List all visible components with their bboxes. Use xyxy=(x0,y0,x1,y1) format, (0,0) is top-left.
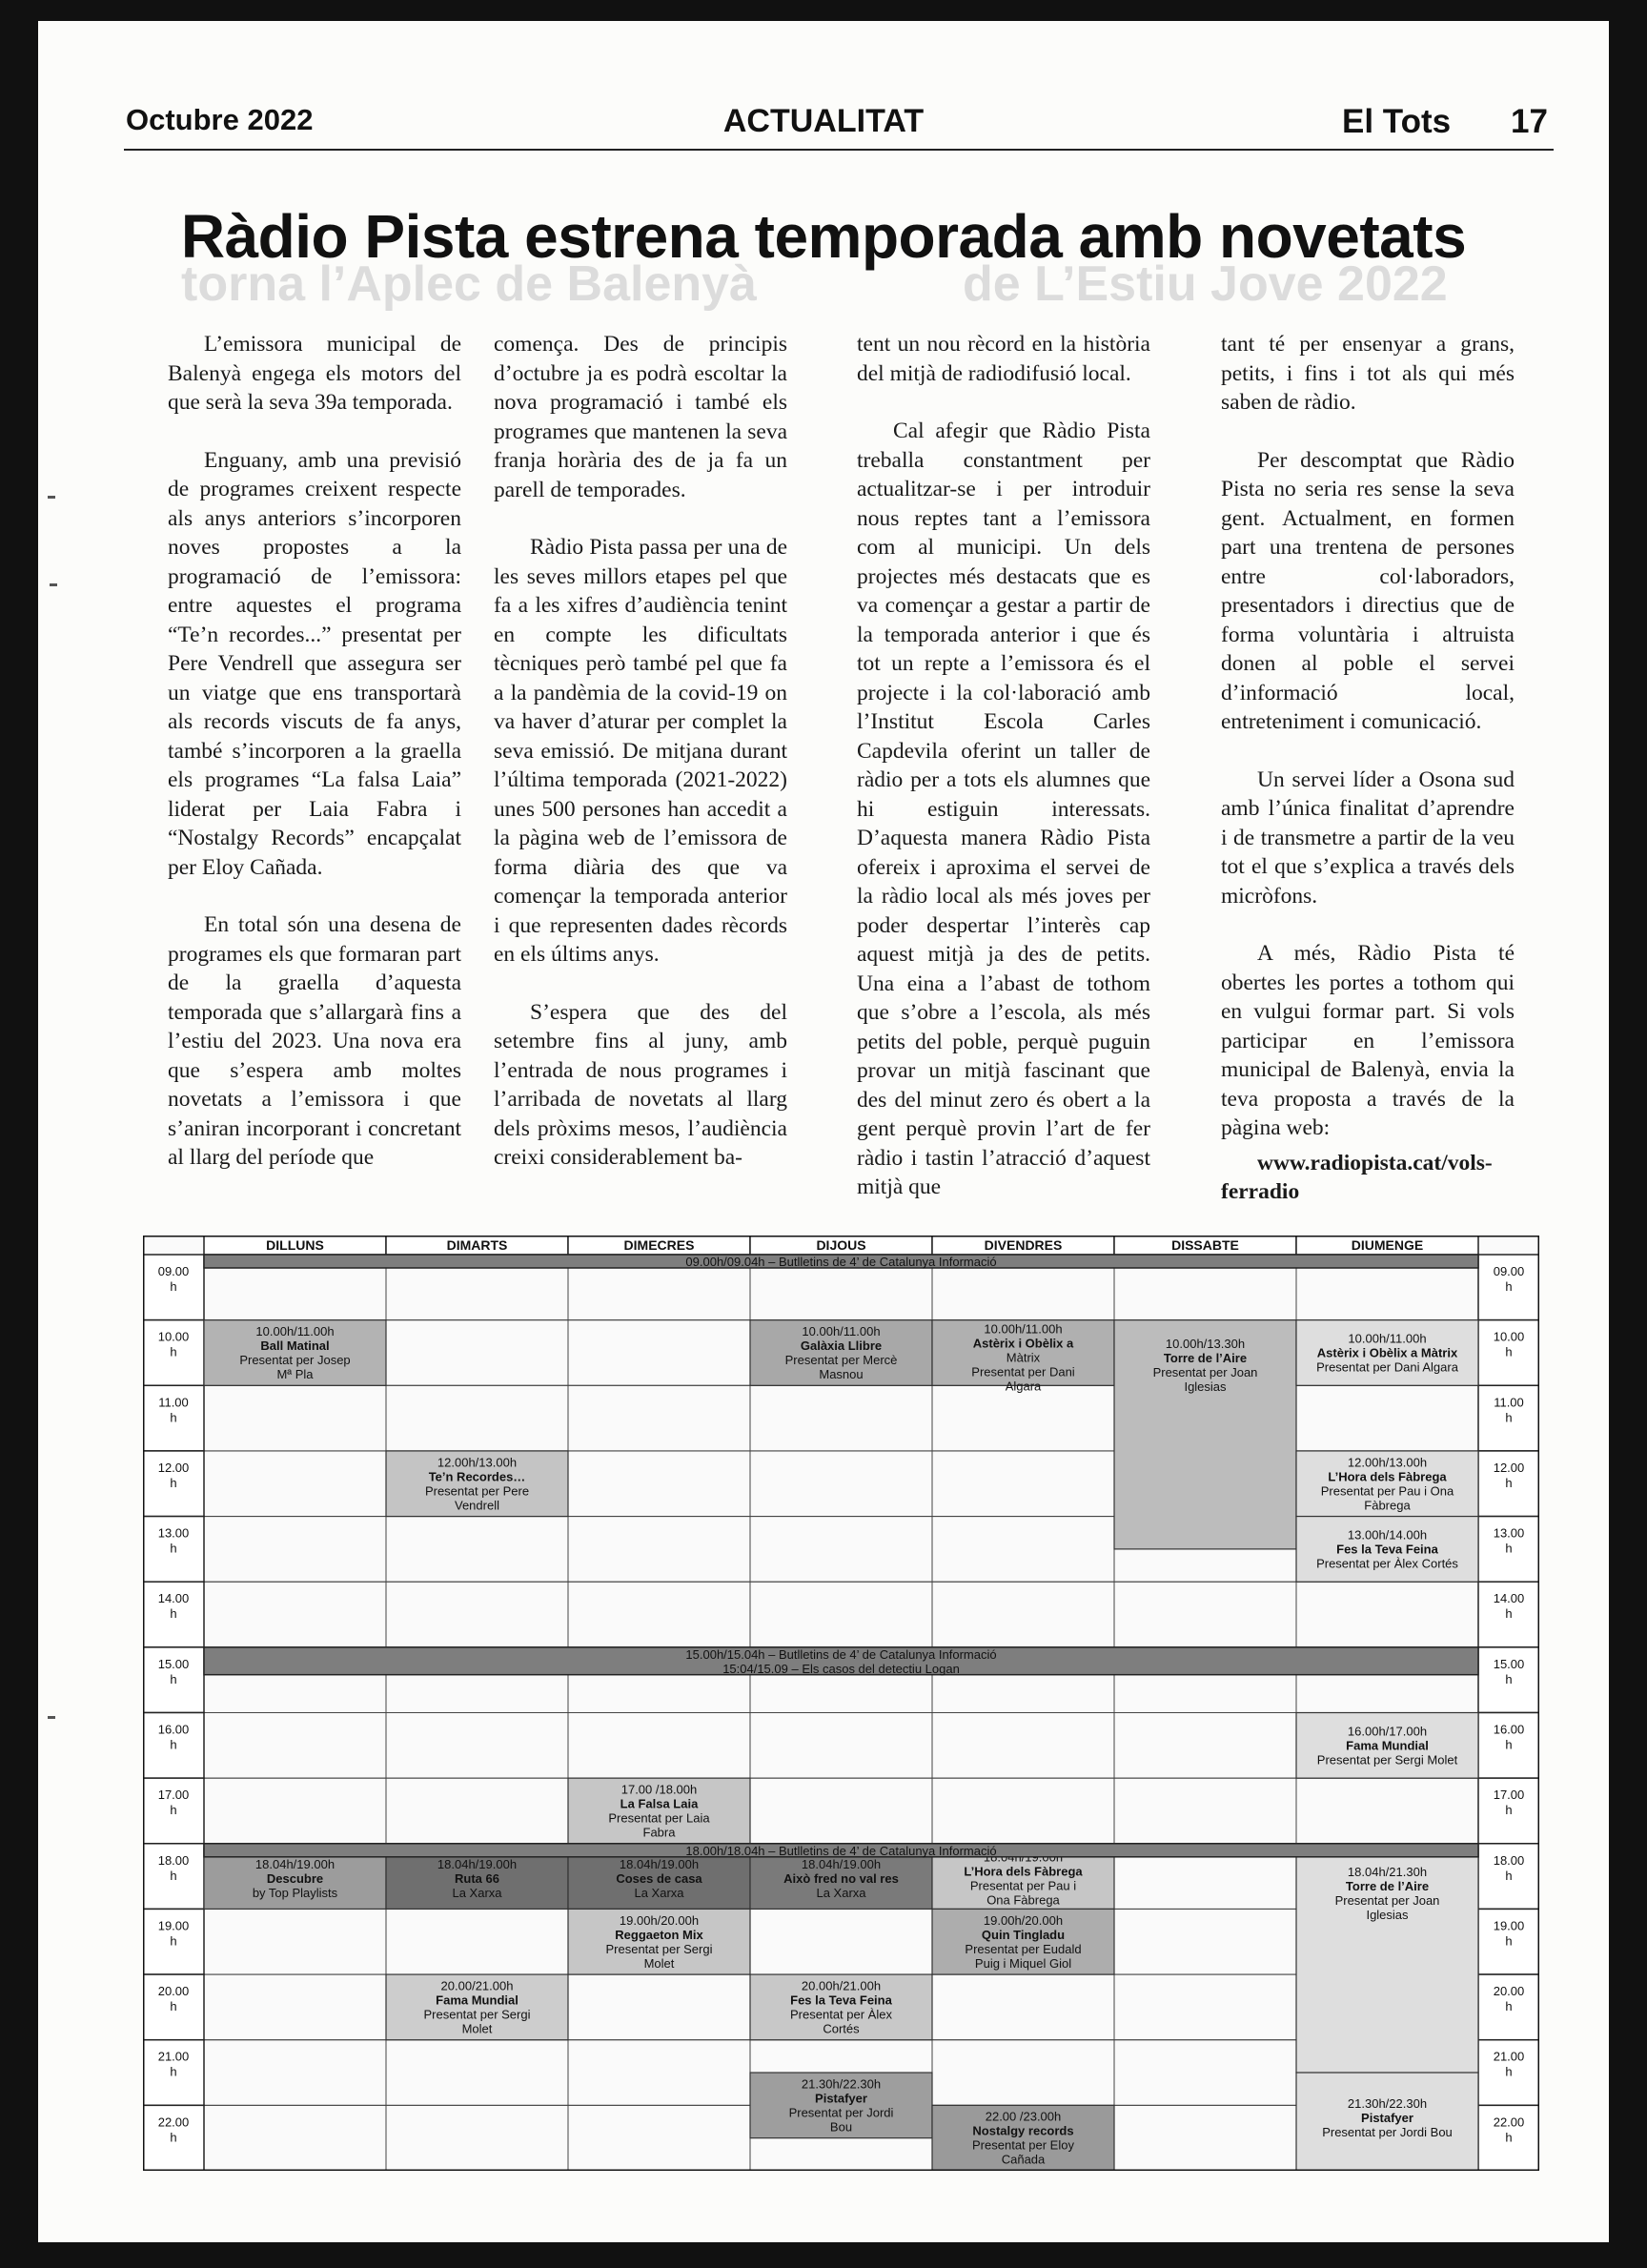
paragraph: Enguany, amb una previsió de programes creixent respecte als anys anteriors s’incorporen noves propostes a la programació de l’emissora: entre aquestes el programa “Te’n recordes...” presentat per Pere Vendrell que assegura ser un viatge que ens transportarà als records viscuts de fa anys, també s’incorporen a la graella els programes “La falsa Laia” liderat per Laia Fabra i “Nostalgy Records” encapçalat per Eloy Cañada. xyxy=(168,447,461,880)
article-column-2 xyxy=(494,330,787,1201)
slot-time: 12.00h/13.00h xyxy=(437,1455,518,1470)
slot-time: 17.00 /18.00h xyxy=(620,1782,698,1797)
hour-label-right: 11.00 xyxy=(1494,1395,1524,1410)
day-header-dissabte: DISSABTE xyxy=(1171,1237,1239,1253)
slot-title: Reggaeton Mix xyxy=(615,1927,703,1942)
slot-time: 10.00h/11.00h xyxy=(255,1323,335,1338)
slot-time: 10.00h/13.30h xyxy=(1165,1337,1246,1352)
article-column-3 xyxy=(857,330,1150,1231)
hour-unit: h xyxy=(170,1279,177,1294)
slot-title: Te’n Recordes… xyxy=(428,1469,526,1484)
slot-presenter: Presentat per Josep xyxy=(239,1352,351,1367)
slot-presenter: Presentat per Jordi Bou xyxy=(1322,2125,1453,2140)
slot-presenter: Presentat per Eudald xyxy=(965,1941,1082,1956)
article-headline: Ràdio Pista estrena temporada amb novetats xyxy=(180,202,1467,271)
paragraph: A més, Ràdio Pista té obertes les portes a tothom qui en vulgui formar part. Si vols participar en l’emissora municipal de Balenyà, envia la teva proposta a través de la pàgina web: xyxy=(1221,941,1515,1140)
hour-unit: h xyxy=(170,1737,177,1752)
hour-unit: h xyxy=(1505,1279,1513,1294)
slot-title: Coses de casa xyxy=(616,1871,702,1887)
paragraph: En total són una desena de programes els que formaran part de la graella d’aquesta temporada que s’allargarà fins a l’estiu del 2023. Una nova era que s’espera amb moltes novetats a l’emissora i que s’aniran incorporant i concretant al llarg del període que xyxy=(168,912,461,1170)
hour-label-right: 18.00 xyxy=(1493,1852,1525,1868)
scan-speck xyxy=(48,1716,55,1719)
hour-label-right: 13.00 xyxy=(1493,1525,1525,1541)
slot-time: 13.00h/14.00h xyxy=(1347,1527,1428,1543)
slot-title: L’Hora dels Fàbrega xyxy=(964,1864,1083,1879)
slot-time: 10.00h/11.00h xyxy=(984,1321,1063,1337)
hour-label-left: 09.00 xyxy=(157,1264,190,1278)
slot-title: Galàxia Llibre xyxy=(800,1338,883,1353)
hour-label-left: 18.00 xyxy=(157,1852,190,1868)
issue-date: Octubre 2022 xyxy=(126,103,314,136)
hour-unit: h xyxy=(1505,2064,1513,2079)
slot-time: 20.00/21.00h xyxy=(440,1978,514,1993)
hour-unit: h xyxy=(1505,1803,1513,1818)
hour-label-right: 15.00 xyxy=(1493,1656,1525,1671)
slot-presenter: Presentat per Dani xyxy=(971,1364,1075,1379)
day-header-diumenge: DIUMENGE xyxy=(1351,1237,1424,1253)
bulletin-text: 15:04/15.09 – Els casos del detectiu Logan xyxy=(722,1661,960,1676)
slot-title: Astèrix i Obèlix a xyxy=(972,1336,1074,1351)
article-column-1 xyxy=(168,330,461,1201)
hour-unit: h xyxy=(1505,1410,1513,1425)
hour-unit: h xyxy=(170,1410,177,1425)
hour-label-left: 11.00 xyxy=(158,1395,189,1410)
hour-label-left: 20.00 xyxy=(157,1984,190,1999)
slot-presenter: Molet xyxy=(643,1955,675,1971)
slot-time: 18.04h/19.00h xyxy=(437,1857,518,1872)
bulletin-text: 15.00h/15.04h – Butlletins de 4’ de Catalunya Informació xyxy=(685,1646,997,1662)
slot-title: Ruta 66 xyxy=(455,1871,499,1887)
hour-label-right: 14.00 xyxy=(1493,1591,1525,1606)
hour-label-left: 16.00 xyxy=(157,1722,190,1737)
slot-title: Fes la Teva Feina xyxy=(790,1992,892,2008)
hour-label-left: 10.00 xyxy=(157,1329,190,1344)
hour-label-left: 15.00 xyxy=(157,1656,190,1671)
slot-presenter: Mª Pla xyxy=(276,1366,314,1381)
article-column-4 xyxy=(1221,330,1515,1236)
hour-unit: h xyxy=(1505,1671,1513,1686)
slot-presenter: Presentat per Pere xyxy=(424,1483,530,1499)
hour-label-right: 19.00 xyxy=(1493,1918,1525,1933)
paragraph: S’espera que des del setembre fins al juny, amb l’entrada de nous programes i l’arribada de novetats al llarg dels pròxims mesos, l’audiència creixi considerablement ba- xyxy=(494,999,787,1170)
slot-time: 10.00h/11.00h xyxy=(1348,1331,1427,1346)
hour-unit: h xyxy=(170,1541,177,1556)
slot-time: 18.04h/21.30h xyxy=(1347,1865,1428,1880)
slot-presenter: Ona Fàbrega xyxy=(986,1892,1060,1908)
hour-unit: h xyxy=(170,1475,177,1490)
slot-presenter: Presentat per Pau i Ona xyxy=(1320,1483,1454,1499)
slot-presenter: Algara xyxy=(1005,1379,1042,1394)
hour-label-right: 17.00 xyxy=(1493,1788,1525,1803)
scan-speck xyxy=(50,583,57,586)
hour-label-right: 10.00 xyxy=(1493,1329,1525,1344)
day-header-dimecres: DIMECRES xyxy=(623,1237,695,1253)
slot-presenter: Puig i Miquel Giol xyxy=(974,1955,1072,1971)
slot-title: Fes la Teva Feina xyxy=(1336,1542,1438,1557)
slot-presenter: Presentat per Jordi xyxy=(788,2105,894,2120)
schedule-grid xyxy=(143,1236,1539,2171)
hour-unit: h xyxy=(1505,1541,1513,1556)
hour-label-left: 14.00 xyxy=(157,1591,190,1606)
slot-presenter: Presentat per Àlex Cortés xyxy=(1316,1556,1458,1571)
slot-presenter: Presentat per Àlex xyxy=(790,2007,892,2022)
hour-label-right: 20.00 xyxy=(1493,1984,1525,1999)
hour-label-right: 22.00 xyxy=(1493,2115,1525,2130)
slot-presenter: Presentat per Joan xyxy=(1152,1365,1258,1380)
slot-title: Torre de l’Aire xyxy=(1163,1351,1248,1366)
slot-title: Descubre xyxy=(266,1871,324,1887)
slot-title: L’Hora dels Fàbrega xyxy=(1328,1469,1447,1484)
slot-title: Astèrix i Obèlix a Màtrix xyxy=(1316,1345,1458,1360)
hour-label-left: 19.00 xyxy=(157,1918,190,1933)
paragraph: Ràdio Pista passa per una de les seves millors etapes pel que fa a les xifres d’audiència tenint en compte les dificultats tècniques però també pel que fa a la pandèmia de la covid-19 on va haver d’aturar per complet la seva emissió. De mitjana durant l’última temporada (2021-2022) unes 500 persones han accedit a la pàgina web de l’emissora de forma diària des que va començar la temporada anterior i que representen dades rècords en els últims anys. xyxy=(494,535,787,967)
slot-time: 12.00h/13.00h xyxy=(1347,1455,1428,1470)
slot-presenter: Cañada xyxy=(1001,2152,1046,2167)
hour-unit: h xyxy=(1505,1475,1513,1490)
day-header-dilluns: DILLUNS xyxy=(266,1237,324,1253)
hour-unit: h xyxy=(1505,1606,1513,1622)
paragraph: Per descomptat que Ràdio Pista no seria res sense la seva gent. Actualment, en formen part una trentena de persones entre col·laboradors, presentadors i directius que de forma voluntària i altruista donen al poble el servei d’informació local, entreteniment i comunicació. xyxy=(1221,447,1515,734)
hour-unit: h xyxy=(1505,1868,1513,1883)
slot-time: 18.04h/19.00h xyxy=(801,1857,882,1872)
header-rule xyxy=(124,149,1554,151)
slot-presenter: Presentat per Sergi Molet xyxy=(1316,1752,1458,1767)
hour-unit: h xyxy=(170,1868,177,1883)
slot-title: Pistafyer xyxy=(1361,2111,1413,2126)
paragraph: L’emissora municipal de Balenyà engega els motors del que serà la seva 39a temporada. xyxy=(168,332,461,415)
slot-presenter: Iglesias xyxy=(1184,1379,1227,1395)
slot-time: 21.30h/22.30h xyxy=(801,2076,882,2092)
slot-presenter: Presentat per Sergi xyxy=(605,1941,713,1956)
paragraph: tent un nou rècord en la història del mitjà de radiodifusió local. xyxy=(857,332,1150,386)
slot-presenter: Iglesias xyxy=(1366,1908,1409,1923)
slot-title: Fama Mundial xyxy=(436,1992,518,2008)
hour-unit: h xyxy=(170,2130,177,2145)
slot-title: La Falsa Laia xyxy=(620,1796,699,1811)
slot-presenter: La Xarxa xyxy=(634,1886,684,1901)
hour-unit: h xyxy=(170,1803,177,1818)
radio-schedule-table xyxy=(143,1236,1539,2171)
slot-title: Pistafyer xyxy=(815,2091,867,2106)
slot-time: 16.00h/17.00h xyxy=(1347,1724,1428,1739)
slot-presenter: Bou xyxy=(829,2119,853,2135)
bleed-through-left: torna l’Aplec de Balenyà xyxy=(181,256,757,312)
slot-presenter: La Xarxa xyxy=(816,1886,866,1901)
slot-presenter: Fàbrega xyxy=(1364,1498,1411,1513)
slot-time: 22.00 /23.00h xyxy=(985,2109,1062,2124)
day-header-dimarts: DIMARTS xyxy=(446,1237,508,1253)
hour-unit: h xyxy=(170,1671,177,1686)
slot-presenter: Presentat per Joan xyxy=(1334,1893,1440,1909)
slot-presenter: Masnou xyxy=(819,1366,864,1381)
day-header-divendres: DIVENDRES xyxy=(984,1237,1063,1253)
slot-time: 20.00h/21.00h xyxy=(801,1978,882,1993)
hour-unit: h xyxy=(170,2064,177,2079)
newspaper-name: El Tots xyxy=(1342,103,1452,140)
hour-label-left: 13.00 xyxy=(157,1525,190,1541)
hour-label-right: 12.00 xyxy=(1493,1460,1525,1475)
slot-presenter: Molet xyxy=(461,2021,493,2036)
slot-title: Quin Tingladu xyxy=(981,1927,1066,1942)
slot-presenter: Presentat per Dani Algara xyxy=(1316,1359,1458,1375)
hour-unit: h xyxy=(170,1606,177,1622)
hour-label-left: 21.00 xyxy=(157,2049,190,2064)
hour-unit: h xyxy=(1505,1737,1513,1752)
scan-speck xyxy=(48,496,55,499)
slot-time: 18.04h/19.00h xyxy=(254,1857,336,1872)
slot-presenter: by Top Playlists xyxy=(252,1886,338,1901)
slot-title: Això fred no val res xyxy=(783,1871,899,1887)
hour-unit: h xyxy=(1505,1344,1513,1359)
section-title: ACTUALITAT xyxy=(722,103,925,139)
slot-presenter: Màtrix xyxy=(1006,1350,1041,1365)
slot-presenter: Presentat per Mercè xyxy=(784,1352,898,1367)
bleed-through-right: de L’Estiu Jove 2022 xyxy=(963,256,1448,312)
hour-label-left: 22.00 xyxy=(157,2115,190,2130)
slot-title: Nostalgy records xyxy=(972,2123,1074,2138)
day-header-dijous: DIJOUS xyxy=(816,1237,866,1253)
slot-presenter: Vendrell xyxy=(455,1498,499,1513)
hour-unit: h xyxy=(1505,2130,1513,2145)
hour-unit: h xyxy=(170,1933,177,1949)
bulletin-text: 18.00h/18.04h – Butlletins de 4’ de Catalunya Informació xyxy=(685,1843,997,1858)
hour-unit: h xyxy=(1505,1999,1513,2014)
paragraph: tant té per ensenyar a grans, petits, i fins i tot als qui més saben de ràdio. xyxy=(1221,332,1515,415)
hour-label-right: 21.00 xyxy=(1493,2049,1525,2064)
slot-time: 21.30h/22.30h xyxy=(1347,2096,1428,2112)
slot-time: 18.04h/19.00h xyxy=(619,1857,700,1872)
slot-presenter: Presentat per Eloy xyxy=(972,2137,1074,2153)
slot-title: Ball Matinal xyxy=(260,1338,330,1353)
slot-presenter: Presentat per Pau i xyxy=(969,1878,1077,1893)
slot-presenter: La Xarxa xyxy=(452,1886,502,1901)
website-url: www.radiopista.cat/vols-ferradio xyxy=(1221,1150,1493,1204)
paragraph: comença. Des de principis d’octubre ja es podrà escoltar la nova programació i també els programes que mantenen la seva franja horària des de ja fa un parell de temporades. xyxy=(494,332,787,502)
hour-label-left: 17.00 xyxy=(157,1788,190,1803)
paragraph: Un servei líder a Osona sud amb l’única finalitat d’aprendre i de transmetre a partir de la veu tot el que s’explica a través dels micròfons. xyxy=(1221,766,1515,909)
slot-presenter: Cortés xyxy=(823,2021,860,2036)
slot-title: Torre de l’Aire xyxy=(1345,1879,1430,1894)
slot-time: 19.00h/20.00h xyxy=(983,1912,1064,1928)
hour-label-right: 16.00 xyxy=(1493,1722,1525,1737)
page-number: 17 xyxy=(1511,103,1548,140)
hour-label-right: 09.00 xyxy=(1493,1264,1525,1278)
slot-title: Fama Mundial xyxy=(1346,1738,1429,1753)
hour-unit: h xyxy=(1505,1933,1513,1949)
paragraph: Cal afegir que Ràdio Pista treballa constantment per actualitzar-se i per introduir nous reptes tant a l’emissora com al municipi. Un dels projectes més destacats que es va començar a gestar a partir de la temporada anterior i que és tot un repte a l’emissora és el projecte i la col·laboració amb l’Institut Escola Carles Capdevila oferint un taller de ràdio per a tots els alumnes que hi estiguin interessats. D’aquesta manera Ràdio Pista ofereix i aproxima el servei de la ràdio local als més joves per poder despertar l’interès cap aquest mitjà ja des de petits. Una eina a l’abast de tothom que s’obre a l’escola, als més petits del poble, perquè puguin provar un mitjà fascinant que des del minut zero és obert a la gent perquè provin l’art de fer ràdio i tastin l’atracció d’aquest mitjà que xyxy=(857,419,1150,1199)
slot-time: 10.00h/11.00h xyxy=(802,1323,881,1338)
hour-unit: h xyxy=(170,1344,177,1359)
slot-presenter: Presentat per Sergi xyxy=(423,2007,531,2022)
hour-unit: h xyxy=(170,1999,177,2014)
slot-presenter: Presentat per Laia xyxy=(608,1810,710,1826)
slot-presenter: Fabra xyxy=(642,1825,676,1840)
hour-label-left: 12.00 xyxy=(157,1460,190,1475)
slot-time: 19.00h/20.00h xyxy=(619,1912,700,1928)
bulletin-text: 09.00h/09.04h – Butlletins de 4’ de Catalunya Informació xyxy=(685,1255,997,1269)
